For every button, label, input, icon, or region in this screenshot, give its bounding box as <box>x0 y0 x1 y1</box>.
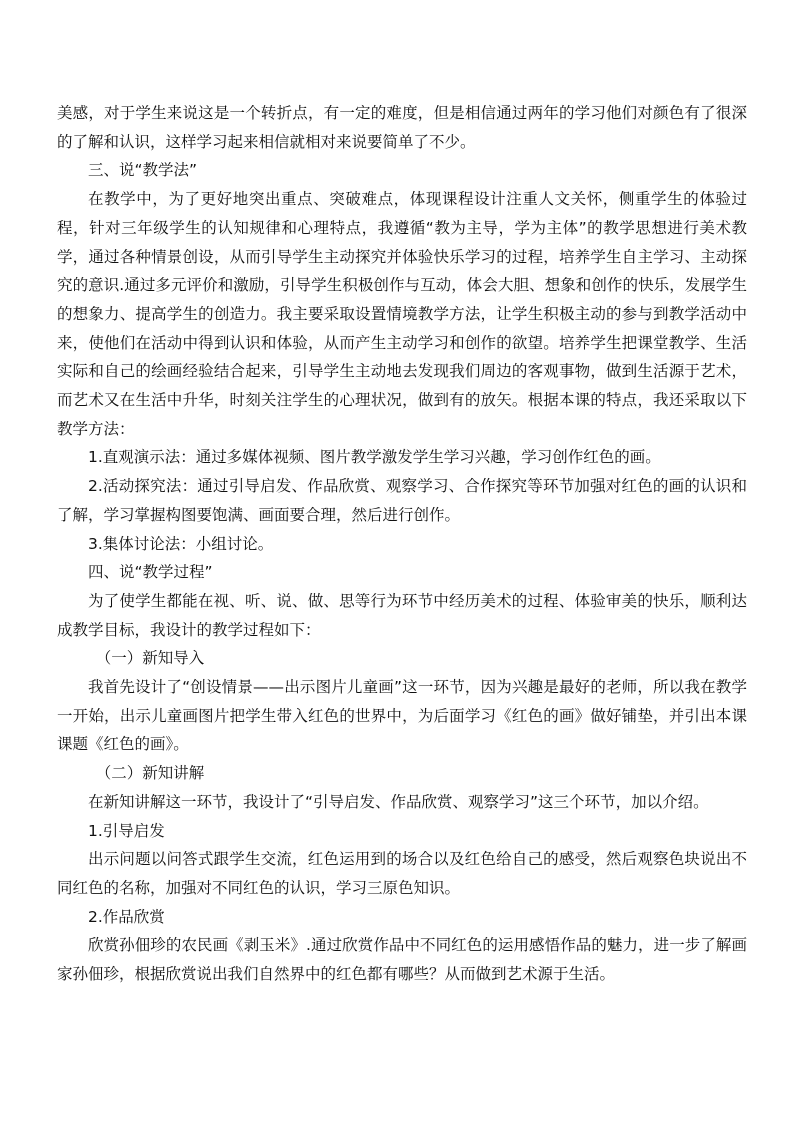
list-item-method-3: 3.集体讨论法：小组讨论。 <box>88 534 274 553</box>
paragraph-guidance: 出示问题以问答式跟学生交流，红色运用到的场合以及红色给自己的感受，然后观察色块说出不同红色的名称，加强对不同红色的认识，学习三原色知识。 <box>57 850 747 897</box>
paragraph-new-knowledge-intro: 我首先设计了“创设情景——出示图片儿童画”这一环节，因为兴趣是最好的老师，所以我在教学一开始，出示儿童画图片把学生带入红色的世界中，为后面学习《红色的画》做好铺垫，并引出本课课题《红色的画》。 <box>57 678 747 754</box>
document-body <box>57 99 747 989</box>
list-item-method-1: 1.直观演示法：通过多媒体视频、图片教学激发学生学习兴趣，学习创作红色的画。 <box>88 448 661 467</box>
section-heading-teaching-methods: 三、说“教学法” <box>88 161 198 180</box>
section-heading-teaching-process: 四、说“教学过程” <box>88 563 213 582</box>
subheading-guidance: 1.引导启发 <box>88 821 165 840</box>
paragraph-new-knowledge-explain: 在新知讲解这一环节，我设计了“引导启发、作品欣赏、观察学习”这三个环节，加以介绍。 <box>88 792 709 811</box>
paragraph-continuation: 美感，对于学生来说这是一个转折点，有一定的难度，但是相信通过两年的学习他们对颜色有了很深的了解和认识，这样学习起来相信就相对来说要简单了不少。 <box>57 104 747 151</box>
subheading-artwork-appreciation: 2.作品欣赏 <box>88 907 165 926</box>
paragraph-teaching-process-intro: 为了使学生都能在视、听、说、做、思等行为环节中经历美术的过程、体验审美的快乐，顺利达成教学目标，我设计的教学过程如下： <box>57 591 747 639</box>
subheading-new-knowledge-explain: （二）新知讲解 <box>95 764 205 783</box>
paragraph-artwork-appreciation: 欣赏孙佃珍的农民画《剥玉米》.通过欣赏作品中不同红色的运用感悟作品的魅力，进一步了解画家孙佃珍，根据欣赏说出我们自然界中的红色都有哪些？从而做到艺术源于生活。 <box>57 936 747 984</box>
subheading-new-knowledge-intro: （一）新知导入 <box>95 649 205 668</box>
list-item-method-2: 2.活动探究法：通过引导启发、作品欣赏、观察学习、合作探究等环节加强对红色的画的认识和了解，学习掌握构图要饱满、画面要合理，然后进行创作。 <box>57 477 747 524</box>
paragraph-teaching-methods: 在教学中，为了更好地突出重点、突破难点，体现课程设计注重人文关怀，侧重学生的体验过程，针对三年级学生的认知规律和心理特点，我遵循“教为主导，学为主体”的教学思想进行美术教学，通过各种情景创设，从而引导学生主动探究并体验快乐学习的过程，培养学生自主学习、主动探究的意识.通过多元评价和激励，引导学生积极创作与互动，体会大胆、想象和创作的快乐，发展学生的想象力、提高学生的创造力。我主要采取设置情境教学方法，让学生积极主动的参与到教学活动中来，使他们在活动中得到认识和体验，从而产生主动学习和创作的欲望。培养学生把课堂教学、生活实际和自己的绘画经验结合起来，引导学生主动地去发现我们周边的客观事物，做到生活源于艺术，而艺术又在生活中升华，时刻关注学生的心理状况，做到有的放矢。根据本课的特点，我还采取以下教学方法： <box>57 190 747 438</box>
